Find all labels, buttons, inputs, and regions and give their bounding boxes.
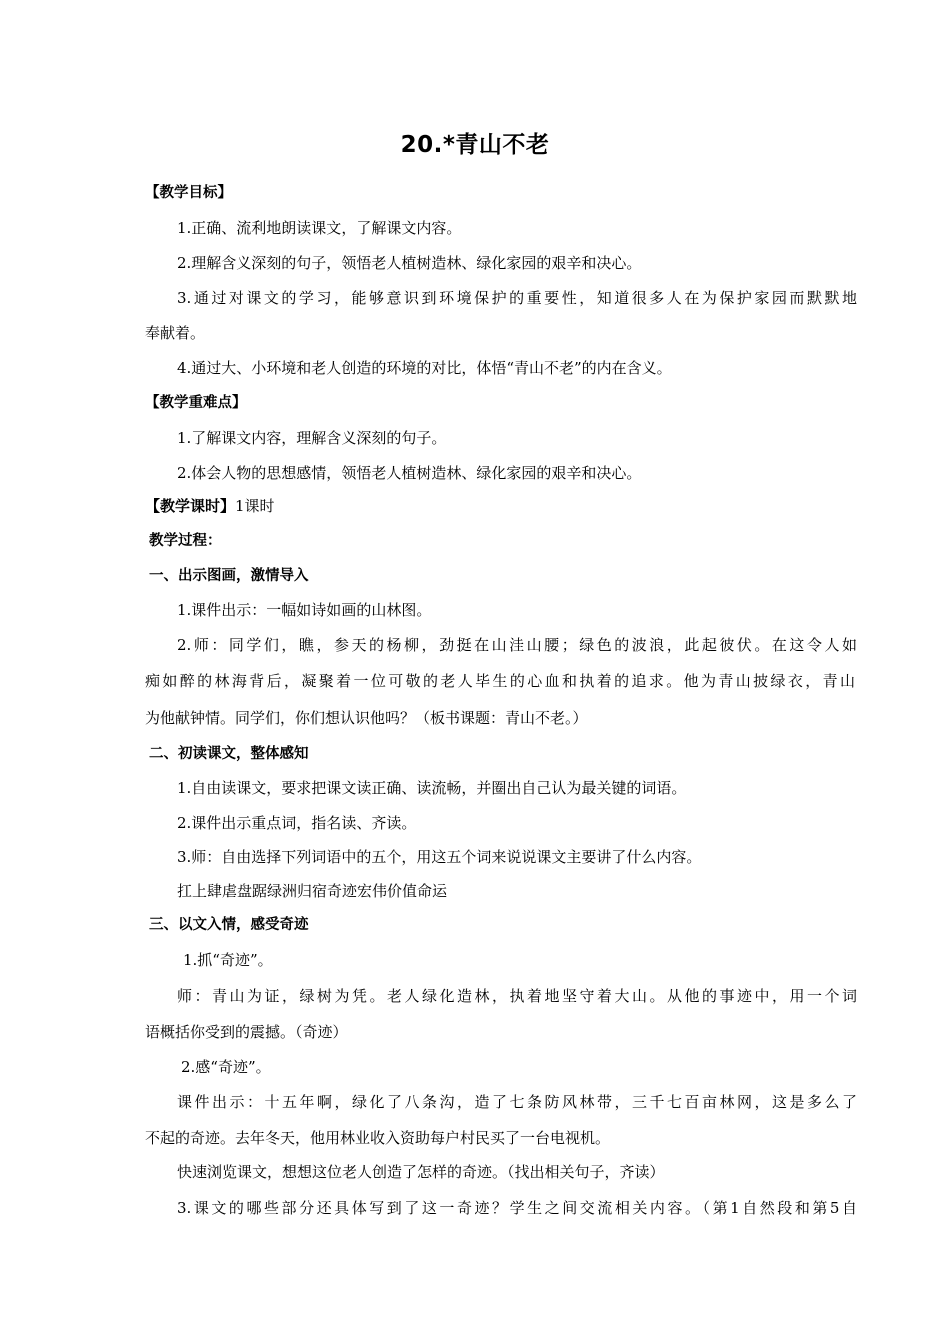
section-2-line-2: 2.课件出示重点词，指名读、齐读。 xyxy=(177,814,417,832)
hours-value: 1课时 xyxy=(235,497,275,515)
section-2-line-1: 1.自由读课文，要求把课文读正确、读流畅，并圈出自己认为最关键的词语。 xyxy=(177,779,687,797)
objective-item-1: 1.正确、流利地朗读课文，了解课文内容。 xyxy=(177,219,462,237)
key-point-item-1: 1.了解课文内容，理解含义深刻的句子。 xyxy=(177,429,447,447)
section-3-line-6: 不起的奇迹。去年冬天，他用林业收入资助每户村民买了一台电视机。 xyxy=(145,1129,611,1147)
section-1-line-3: 痴如醉的林海背后，凝聚着一位可敬的老人毕生的心血和执着的追求。他为青山披绿衣，青山 xyxy=(145,672,855,690)
objective-item-2: 2.理解含义深刻的句子，领悟老人植树造林、绿化家园的艰辛和决心。 xyxy=(177,254,642,272)
key-point-item-2: 2.体会人物的思想感情，领悟老人植树造林、绿化家园的艰辛和决心。 xyxy=(177,464,642,482)
section-3-line-4: 2.感“奇迹”。 xyxy=(181,1058,271,1076)
hours-row xyxy=(145,496,855,516)
section-1-line-2: 2.师：同学们，瞧，参天的杨柳，劲挺在山洼山腰；绿色的波浪，此起彼伏。在这令人如 xyxy=(177,636,857,654)
section-3-heading: 三、以文入情，感受奇迹 xyxy=(149,917,309,933)
key-points-heading: 【教学重难点】 xyxy=(145,395,247,411)
section-1-line-1: 1.课件出示：一幅如诗如画的山林图。 xyxy=(177,601,432,619)
objective-item-3: 3.通过对课文的学习，能够意识到环境保护的重要性，知道很多人在为保护家园而默默地 xyxy=(177,289,857,307)
section-2-heading: 二、初读课文，整体感知 xyxy=(149,746,309,762)
objective-item-4: 4.通过大、小环境和老人创造的环境的对比，体悟“青山不老”的内在含义。 xyxy=(177,359,672,377)
section-1-line-4: 为他献钟情。同学们，你们想认识他吗？（板书课题：青山不老。） xyxy=(145,709,588,727)
objective-item-3-continued: 奉献着。 xyxy=(145,324,206,342)
process-heading: 教学过程： xyxy=(149,533,222,549)
section-3-line-3: 语概括你受到的震撼。（奇迹） xyxy=(145,1023,348,1041)
section-2-line-3: 3.师：自由选择下列词语中的五个，用这五个词来说说课文主要讲了什么内容。 xyxy=(177,848,702,866)
objectives-heading: 【教学目标】 xyxy=(145,185,232,201)
section-3-line-1: 1.抓“奇迹”。 xyxy=(183,951,273,969)
section-2-word-list: 扛上肆虐盘踞绿洲归宿奇迹宏伟价值命运 xyxy=(177,882,448,900)
lesson-title: 20.*青山不老 xyxy=(400,132,550,158)
section-3-line-2: 师：青山为证，绿树为凭。老人绿化造林，执着地坚守着大山。从他的事迹中，用一个词 xyxy=(177,987,857,1005)
section-3-line-8: 3.课文的哪些部分还具体写到了这一奇迹？学生之间交流相关内容。（第1自然段和第5自 xyxy=(177,1199,857,1217)
section-1-heading: 一、出示图画，激情导入 xyxy=(149,568,309,584)
section-3-line-7: 快速浏览课文，想想这位老人创造了怎样的奇迹。（找出相关句子，齐读） xyxy=(177,1163,665,1181)
hours-heading: 【教学课时】 xyxy=(145,497,236,515)
section-3-line-5: 课件出示：十五年啊，绿化了八条沟，造了七条防风林带，三千七百亩林网，这是多么了 xyxy=(177,1093,857,1111)
